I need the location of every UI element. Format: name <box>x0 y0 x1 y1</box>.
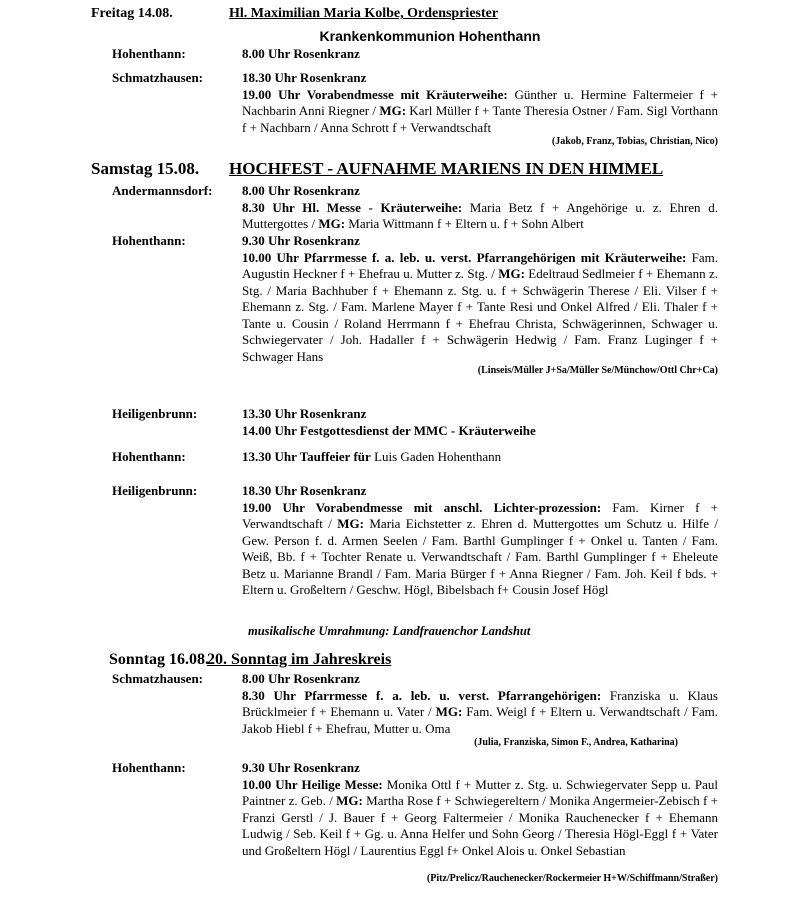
place-name: Heiligenbrunn: <box>112 483 198 498</box>
service-time: 9.30 Uhr Rosenkranz <box>242 760 360 775</box>
mass-intentions: 10.00 Uhr Pfarrmesse f. a. leb. u. verst. Pfarrangehörigen mit Kräuterweihe: Fam. Augustin Heckner f + Ehefrau u. Mutter z. Stg. / MG: Edeltraud Sedlmeier f + Ehemann z. Stg. / Maria Bachhuber f + Ehemann z. Stg. u. f + Schwägerin Therese / Eli. Vilser f + Ehemann z. Stg. / Fam. Marlene Mayer f + Tante Resi und Onkel Alfred / Eli. Thaler f + Tante u. Cousin / Roland Herrmann f + Ehefrau Christa, Schwägerinnen, Schwager u. Schwiegervater / Joh. Hadaller f + Schwägerin Hedwig / Fam. Franz Luginger f + Schwager Hans <box>242 249 718 364</box>
service-time: 13.30 Uhr Rosenkranz <box>242 406 367 421</box>
day-header-friday <box>91 6 498 22</box>
mass-intentions: 8.30 Uhr Pfarrmesse f. a. leb. u. verst. Pfarrangehörigen: Franziska u. Klaus Brücklmeier f + Ehemann u. Vater / MG: Fam. Weigl f + Eltern u. Verwandtschaft / Fam. Jakob Hiebl f + Ehefrau, Mutter u. Oma <box>242 687 718 736</box>
place-name: Heiligenbrunn: <box>112 406 198 421</box>
day-title: HOCHFEST - AUFNAHME MARIENS IN DEN HIMMEL <box>229 159 664 178</box>
service-entry <box>0 233 803 377</box>
music-note: musikalische Umrahmung: Landfrauenchor Landshut <box>248 624 531 638</box>
server-names: (Jakob, Franz, Tobias, Christian, Nico) <box>551 136 718 147</box>
service-entry <box>0 70 803 148</box>
mass-intentions: 8.30 Uhr Hl. Messe - Kräuterweihe: Maria Betz f + Angehörige u. z. Ehren d. Muttergottes / MG: Maria Wittmann f + Eltern u. f + Sohn Albert <box>242 199 718 231</box>
day-header-saturday <box>91 159 663 179</box>
service-title: 14.00 Uhr Festgottesdienst der MMC - Kräuterweihe <box>242 422 536 438</box>
server-names: (Pitz/Prelicz/Rauchenecker/Rockermeier H+W/Schiffmann/Straßer) <box>426 873 718 884</box>
service-time: 8.00 Uhr Rosenkranz <box>242 671 360 686</box>
mass-intentions: 19.00 Uhr Vorabendmesse mit anschl. Lichter-prozession: Fam. Kirner f + Verwandtschaft / MG: Maria Eichstetter z. Ehren d. Muttergottes um Schutz u. Hilfe / Gew. Person f. d. Armen Seelen / Fam. Barthl Gumplinger f + Onkel u. Tanten / Fam. Weiß, Bb. f + Tochter Renate u. Verwandtschaft / Fam. Barthl Gumplinger f + Eheleute Betz u. Marianne Brandl / Fam. Maria Bürger f + Anna Riegner / Fam. Joh. Keil f bds. + Eltern u. Großeltern / Geschw. Högl, Bibelsbach f+ Cousin Josef Högl <box>242 499 719 597</box>
day-header-sunday <box>109 651 391 669</box>
service-entry <box>0 449 803 466</box>
service-entry <box>0 760 803 885</box>
service-time: 18.30 Uhr Rosenkranz <box>242 483 367 498</box>
mass-intentions: 19.00 Uhr Vorabendmesse mit Kräuterweihe: Günther u. Hermine Faltermeier f + Nachbarin Anni Riegner / MG: Karl Müller f + Tante Theresia Ostner / Fam. Sigl Vorthann f + Nachbarn / Anna Schrott f + Verwandtschaft <box>242 86 719 135</box>
day-date: Freitag 14.08. <box>91 6 173 21</box>
place-name: Schmatzhausen: <box>112 671 204 686</box>
service-entry <box>0 483 803 599</box>
place-name: Hohenthann: <box>112 46 186 61</box>
place-name: Hohenthann: <box>112 760 186 775</box>
place-name: Schmatzhausen: <box>112 70 204 85</box>
day-title: 20. Sonntag im Jahreskreis <box>207 651 392 668</box>
day-title: Hl. Maximilian Maria Kolbe, Ordenspriester <box>229 6 499 21</box>
day-subtitle: Krankenkommunion Hohenthann <box>319 28 541 44</box>
server-names: (Julia, Franziska, Simon F., Andrea, Katharina) <box>474 737 678 748</box>
mass-intentions: 10.00 Uhr Heilige Messe: Monika Ottl f + Mutter z. Stg. u. Schwiegervater Sepp u. Paul Paintner z. Geb. / MG: Martha Rose f + Schwiegereltern / Monika Angermeier-Zebisch f + Franzi Gerstl / J. Bauer f + Georg Faltermeier / Monika Rauchenecker f + Ehemann Ludwig / Seb. Keil f + Gg. u. Anna Helfer und Sohn Georg / Theresia Högl-Eggl f + Vater und Großeltern Högl / Laurentius Eggl f+ Onkel Alois u. Onkel Sebastian <box>242 776 718 858</box>
service-time: 8.00 Uhr Rosenkranz <box>242 46 360 61</box>
service-time: 8.00 Uhr Rosenkranz <box>242 183 360 198</box>
service-entry <box>0 46 803 63</box>
day-date: Samstag 15.08. <box>91 159 200 178</box>
place-name: Hohenthann: <box>112 449 186 464</box>
service-time: 18.30 Uhr Rosenkranz <box>242 70 367 85</box>
service-entry <box>0 406 803 439</box>
server-names: (Linseis/Müller J+Sa/Müller Se/Münchow/Ottl Chr+Ca) <box>477 365 718 376</box>
service-entry <box>0 671 803 749</box>
place-name: Hohenthann: <box>112 233 186 248</box>
service-entry <box>0 183 803 233</box>
day-date: Sonntag 16.08. <box>109 651 210 668</box>
place-name: Andermannsdorf: <box>112 183 213 198</box>
service-time: 9.30 Uhr Rosenkranz <box>242 233 360 248</box>
service-line: 13.30 Uhr Tauffeier für Luis Gaden Hohenthann <box>242 449 502 464</box>
